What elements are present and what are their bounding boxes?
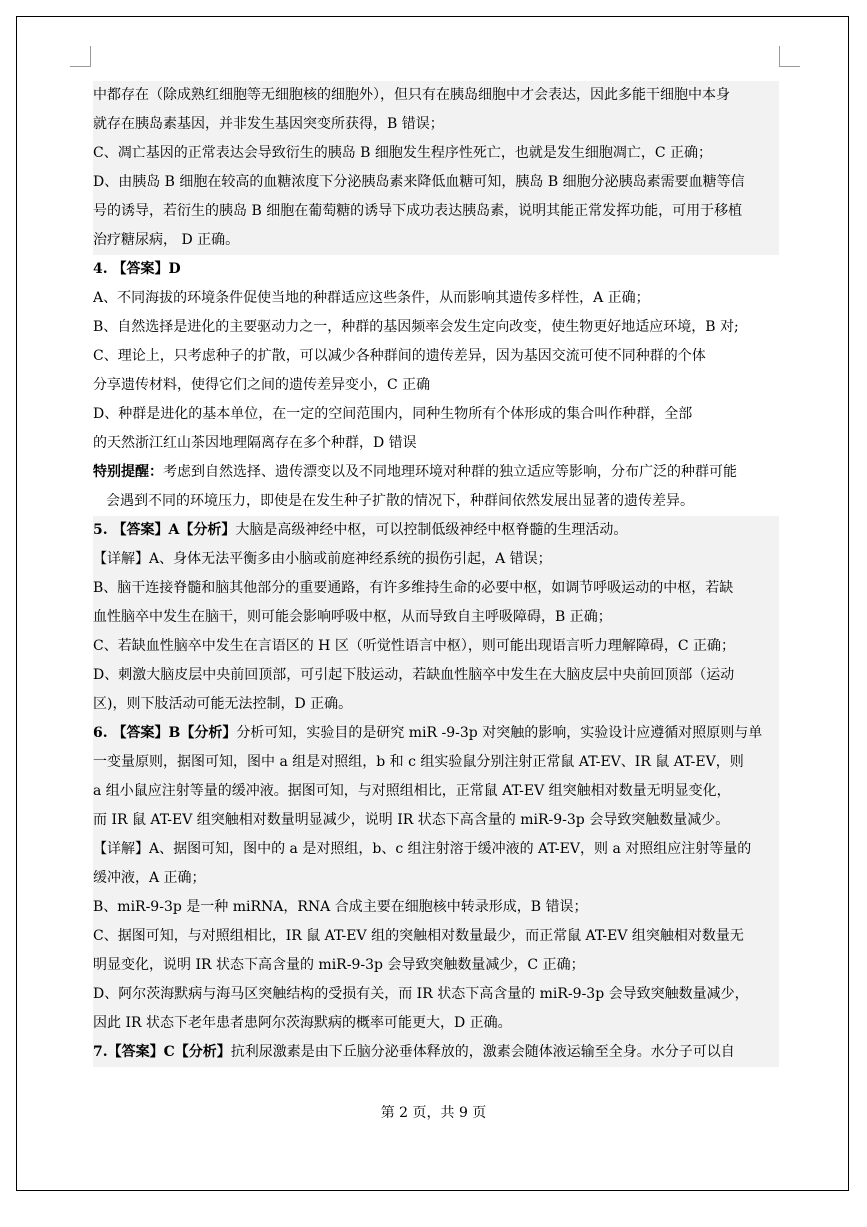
line-text: B、miR-9-3p 是一种 miRNA，RNA 合成主要在细胞核中转录形成，B 错误；: [93, 899, 588, 915]
line-text: 的天然浙江红山茶因地理隔离存在多个种群，D 错误: [93, 435, 417, 451]
line-text: 大脑是高级神经中枢，可以控制低级神经中枢脊髓的生理活动。: [235, 522, 628, 538]
line-text: 抗利尿激素是由下丘脑分泌垂体释放的，激素会随体液运输至全身。水分子可以自: [230, 1044, 735, 1060]
text-line: [93, 661, 779, 690]
text-line: [93, 922, 779, 951]
answer-label: 7.【答案】C【分析】: [93, 1044, 231, 1060]
text-line: [93, 545, 779, 574]
line-text: 会遇到不同的环境压力，即使是在发生种子扩散的情况下，种群间依然发展出显著的遗传差异。: [106, 493, 694, 509]
answer-content: [93, 81, 779, 1067]
answer-label: 6. 【答案】B【分析】: [93, 725, 237, 741]
text-line: [93, 81, 779, 110]
text-line: [93, 168, 779, 197]
line-text: 就存在胰岛素基因，并非发生基因突变所获得，B 错误；: [93, 116, 444, 132]
line-text: 中都存在（除成熟红细胞等无细胞核的细胞外），但只有在胰岛细胞中才会表达，因此多能干细胞中本身: [93, 87, 730, 103]
line-text: B、自然选择是进化的主要驱动力之一，种群的基因频率会发生定向改变，使生物更好地适应环境，B 对;: [93, 319, 739, 335]
line-text: 考虑到自然选择、遗传漂变以及不同地理环境对种群的独立适应等影响，分布广泛的种群可能: [163, 464, 737, 480]
text-line: [93, 719, 779, 748]
text-line: [93, 574, 779, 603]
text-line: [93, 458, 779, 487]
text-line: [93, 603, 779, 632]
text-line: [93, 951, 779, 980]
line-text: 号的诱导，若衍生的胰岛 B 细胞在葡萄糖的诱导下成功表达胰岛素，说明其能正常发挥功能，可用于移植: [93, 203, 743, 219]
text-line: [93, 371, 779, 400]
line-text: 因此 IR 状态下老年患者患阿尔茨海默病的概率可能更大，D 正确。: [93, 1015, 512, 1031]
line-text: D、种群是进化的基本单位，在一定的空间范围内，同种生物所有个体形成的集合叫作种群，全部: [93, 406, 693, 422]
page-footer: 第 2 页，共 9 页: [380, 1105, 487, 1121]
line-text: A、不同海拔的环境条件促使当地的种群适应这些条件，从而影响其遗传多样性，A 正确；: [93, 290, 650, 306]
line-text: D、刺激大脑皮层中央前回顶部，可引起下肢运动，若缺血性脑卒中发生在大脑皮层中央前回顶部（运动: [93, 667, 735, 683]
text-line: [93, 806, 779, 835]
text-line: [93, 110, 779, 139]
text-line: [93, 516, 779, 545]
line-text: 明显变化，说明 IR 状态下高含量的 miR-9-3p 会导致突触数量减少，C 正确；: [93, 957, 585, 973]
crop-mark-top-left: [70, 46, 91, 67]
line-text: C、凋亡基因的正常表达会导致衍生的胰岛 B 细胞发生程序性死亡，也就是发生细胞凋亡，C 正确；: [93, 145, 713, 161]
line-text: 治疗糖尿病， D 正确。: [93, 232, 240, 248]
line-text: a 组小鼠应注射等量的缓冲液。据图可知，与对照组相比，正常鼠 AT-EV 组突触相对数量无明显变化，: [93, 783, 731, 799]
line-text: 分享遗传材料，使得它们之间的遗传差异变小，C 正确: [93, 377, 431, 393]
text-line: [93, 1038, 779, 1067]
line-text: 而 IR 鼠 AT-EV 组突触相对数量明显减少，说明 IR 状态下高含量的 miR-9-3p 会导致突触数量减少。: [93, 812, 730, 828]
text-line: [93, 632, 779, 661]
answer-label: 4. 【答案】D: [93, 261, 181, 277]
text-line: [93, 835, 779, 864]
text-line: [93, 313, 779, 342]
line-text: C、若缺血性脑卒中发生在言语区的 H 区（听觉性语言中枢），则可能出现语言听力理解障碍，C 正确；: [93, 638, 735, 654]
text-line: [93, 226, 779, 255]
text-line: [93, 893, 779, 922]
text-line: [93, 864, 779, 893]
text-line: [93, 748, 779, 777]
line-text: D、阿尔茨海默病与海马区突触结构的受损有关，而 IR 状态下高含量的 miR-9-3p 会导致突触数量减少，: [93, 986, 749, 1002]
answer-label: 特别提醒：: [93, 464, 163, 480]
text-line: [93, 400, 779, 429]
line-text: 血性脑卒中发生在脑干，则可能会影响呼吸中枢，从而导致自主呼吸障碍，B 正确；: [93, 609, 612, 625]
text-line: [93, 690, 779, 719]
text-line: [93, 1009, 779, 1038]
line-text: B、脑干连接脊髓和脑其他部分的重要通路，有许多维持生命的必要中枢，如调节呼吸运动的中枢，若缺: [93, 580, 734, 596]
text-line: [93, 777, 779, 806]
line-text: 区)，则下肢活动可能无法控制，D 正确。: [93, 696, 353, 712]
line-text: C、据图可知，与对照组相比，IR 鼠 AT-EV 组的突触相对数量最少，而正常鼠 AT-EV 组突触相对数量无: [93, 928, 744, 944]
text-line: [93, 487, 779, 516]
text-line: [93, 980, 779, 1009]
line-text: C、理论上，只考虑种子的扩散，可以减少各种群间的遗传差异，因为基因交流可使不同种群的个体: [93, 348, 706, 364]
answer-label: 5. 【答案】A【分析】: [93, 522, 236, 538]
text-line: [93, 197, 779, 226]
line-text: 一变量原则，据图可知，图中 a 组是对照组，b 和 c 组实验鼠分别注射正常鼠 AT-EV、IR 鼠 AT-EV，则: [93, 754, 744, 770]
line-text: 【详解】A、身体无法平衡多由小脑或前庭神经系统的损伤引起，A 错误；: [93, 551, 552, 567]
line-text: 缓冲液，A 正确；: [93, 870, 206, 886]
crop-mark-top-right: [779, 46, 800, 67]
text-line: [93, 429, 779, 458]
text-line: [93, 284, 779, 313]
text-line: [93, 139, 779, 168]
line-text: D、由胰岛 B 细胞在较高的血糖浓度下分泌胰岛素来降低血糖可知，胰岛 B 细胞分泌胰岛素需要血糖等信: [93, 174, 745, 190]
line-text: 分析可知，实验目的是研究 miR -9-3p 对突触的影响，实验设计应遵循对照原则与单: [236, 725, 763, 741]
text-line: [93, 255, 779, 284]
text-line: [93, 342, 779, 371]
line-text: 【详解】A、据图可知，图中的 a 是对照组，b、c 组注射溶于缓冲液的 AT-EV，则 a 对照组应注射等量的: [93, 841, 752, 857]
